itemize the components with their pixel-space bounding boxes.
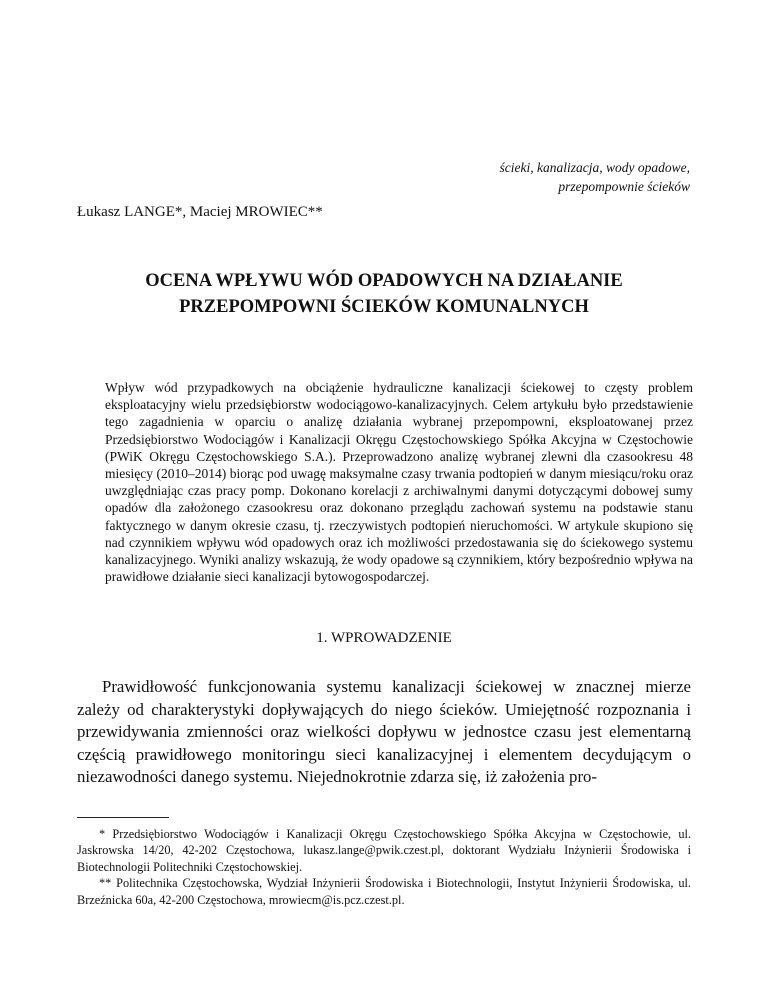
- section-heading: 1. WPROWADZENIE: [316, 630, 452, 646]
- authors: Łukasz LANGE*, Maciej MROWIEC**: [77, 204, 323, 220]
- keywords-line-2: przepompownie ścieków: [558, 179, 690, 194]
- footnote-divider: [77, 817, 169, 818]
- footnote-author-2: ** Politechnika Częstochowska, Wydział Inżynierii Środowiska i Biotechnologii, Instytut Inżynierii Środowiska, ul. Brzeźnicka 60a, 42-200 Częstochowa, mrowiecm@is.pcz.czest.pl.: [77, 876, 691, 907]
- paper-title-line-2: PRZEPOMPOWNI ŚCIEKÓW KOMUNALNYCH: [179, 297, 589, 317]
- paper-title: [0, 268, 768, 320]
- abstract: Wpływ wód przypadkowych na obciążenie hydrauliczne kanalizacji ściekowej to częsty problem eksploatacyjny wielu przedsiębiorstw wodociągowo-kanalizacyjnych. Celem artykułu było przedstawienie tego zagadnienia w oparciu o analizę działania wybranej przepompowni, eksploatowanej przez Przedsiębiorstwo Wodociągów i Kanalizacji Okręgu Częstochowskiego Spółka Akcyjna w Częstochowie (PWiK Okręgu Częstochowskiego S.A.). Przeprowadzono analizę wybranej zlewni dla czasookresu 48 miesięcy (2010–2014) biorąc pod uwagę maksymalne czasy trwania podtopień w danym miesiącu/roku oraz uwzględniając czas pracy pomp. Dokonano korelacji z archiwalnymi danymi dotyczącymi dobowej sumy opadów dla założonego czasookresu oraz dokonano przeglądu zachowań systemu na podstawie stanu faktycznego w danym okresie czasu, tj. rzeczywistych podtopień nieruchomości. W artykule skupiono się nad czynnikiem wpływu wód opadowych oraz ich możliwości przedostawania się do ściekowego systemu kanalizacyjnego. Wyniki analizy wskazują, że wody opadowe są czynnikiem, który bezpośrednio wpływa na prawidłowe działanie sieci kanalizacji bytowogospodarczej.: [105, 380, 693, 585]
- keywords: [500, 158, 690, 196]
- intro-paragraph: Prawidłowość funkcjonowania systemu kanalizacji ściekowej w znacznej mierze zależy od charakterystyki dopływających do niego ścieków. Umiejętność rozpoznania i przewidywania zmienności oraz wielkości dopływu w jednostce czasu jest elementarną częścią prawidłowego monitoringu sieci kanalizacyjnej i elementem decydującym o niezawodności danego systemu. Niejednokrotnie zdarza się, iż założenia pro-: [77, 677, 691, 787]
- keywords-line-1: ścieki, kanalizacja, wody opadowe,: [499, 160, 690, 175]
- footnotes: [77, 826, 691, 908]
- paper-title-line-1: OCENA WPŁYWU WÓD OPADOWYCH NA DZIAŁANIE: [145, 271, 623, 291]
- footnote-author-1: * Przedsiębiorstwo Wodociągów i Kanalizacji Okręgu Częstochowskiego Spółka Akcyjna w Częstochowie, ul. Jaskrowska 14/20, 42-202 Częstochowa, lukasz.lange@pwik.czest.pl, doktorant Wydziału Inżynierii Środowiska i Biotechnologii Politechniki Częstochowskiej.: [77, 827, 691, 874]
